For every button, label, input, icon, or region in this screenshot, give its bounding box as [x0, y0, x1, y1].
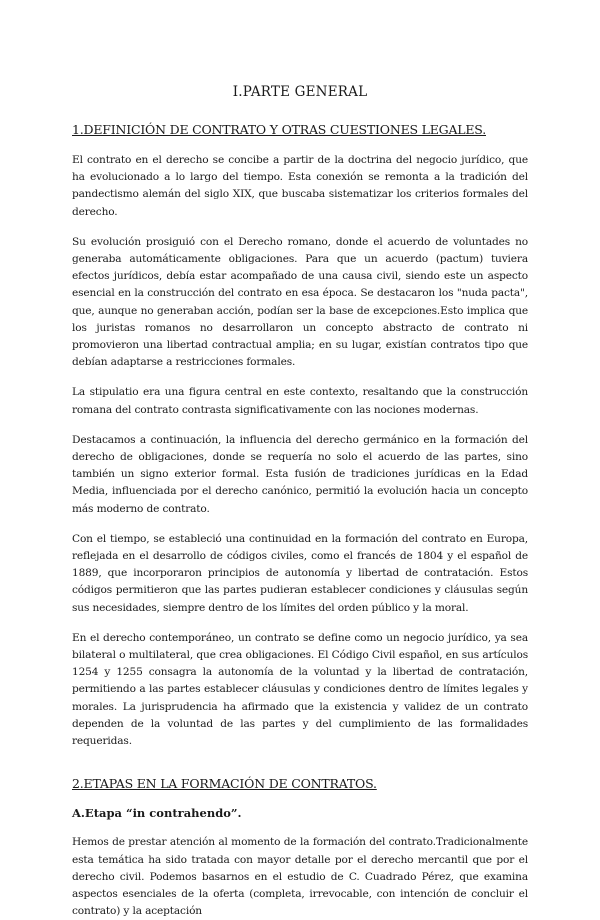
section-2	[72, 776, 528, 920]
section-2-paragraph-1: Hemos de prestar atención al momento de la formación del contrato.Tradicionalmente esta temática ha sido tratada con mayor detalle por el derecho mercantil que por el derecho civil. Podemos basarnos en el estudio de C. Cuadrado Pérez, que examina aspectos esenciales de la oferta (completa, irrevocable, con intención de concluir el contrato) y la aceptación	[72, 836, 528, 918]
section-1-paragraph-6: En el derecho contemporáneo, un contrato se define como un negocio jurídico, ya sea bilateral o multilateral, que crea obligaciones. El Código Civil español, en sus artículos 1254 y 1255 consagra la autonomía de la voluntad y la libertad de contratación, permitiendo a las partes establecer cláusulas y condiciones dentro de límites legales y morales. La jurisprudencia ha afirmado que la existencia y validez de un contrato dependen de la voluntad de las partes y del cumplimiento de las formalidades requeridas.	[72, 631, 528, 748]
section-2-subheading: A.Etapa “in contrahendo”.	[72, 806, 242, 821]
section-1-paragraph-5: Con el tiempo, se estableció una continuidad en la formación del contrato en Europa, reflejada en el desarrollo de códigos civiles, como el francés de 1804 y el español de 1889, que incorporaron principios de autonomía y libertad de contratación. Estos códigos permitieron que las partes pudieran establecer condiciones y cláusulas según sus necesidades, siempre dentro de los límites del orden público y la moral.	[72, 532, 528, 614]
section-1-paragraph-1: El contrato en el derecho se concibe a partir de la doctrina del negocio jurídico, que ha evolucionado a lo largo del tiempo. Esta conexión se remonta a la tradición del pandectismo alemán del siglo XIX, que buscaba sistematizar los criterios formales del derecho.	[72, 154, 528, 218]
section-1-paragraph-2: Su evolución prosiguió con el Derecho romano, donde el acuerdo de voluntades no generaba automáticamente obligaciones. Para que un acuerdo (pactum) tuviera efectos jurídicos, debía estar acompañado de una causa civil, siendo este un aspecto esencial en la construcción del contrato en esa época. Se destacaron los "nuda pacta", que, aunque no generaban acción, podían ser la base de excepciones.Esto implica que los juristas romanos no desarrollaron un concepto abstracto de contrato ni promovieron una libertad contractual amplia; en su lugar, existían contratos tipo que debían adaptarse a restricciones formales.	[72, 235, 528, 369]
page-title: I.PARTE GENERAL	[232, 84, 368, 100]
section-1-paragraph-4: Destacamos a continuación, la influencia del derecho germánico en la formación del derecho de obligaciones, donde se requería no solo el acuerdo de las partes, sino también un signo exterior formal. Esta fusión de tradiciones jurídicas en la Edad Media, influenciada por el derecho canónico, permitió la evolución hacia un concepto más moderno de contrato.	[72, 433, 528, 515]
section-1-paragraph-3: La stipulatio era una figura central en este contexto, resaltando que la construcción romana del contrato contrasta significativamente con las nociones modernas.	[72, 386, 528, 416]
section-2-heading: 2.ETAPAS EN LA FORMACIÓN DE CONTRATOS.	[72, 776, 377, 792]
section-1-heading: 1.DEFINICIÓN DE CONTRATO Y OTRAS CUESTIONES LEGALES.	[72, 122, 486, 137]
